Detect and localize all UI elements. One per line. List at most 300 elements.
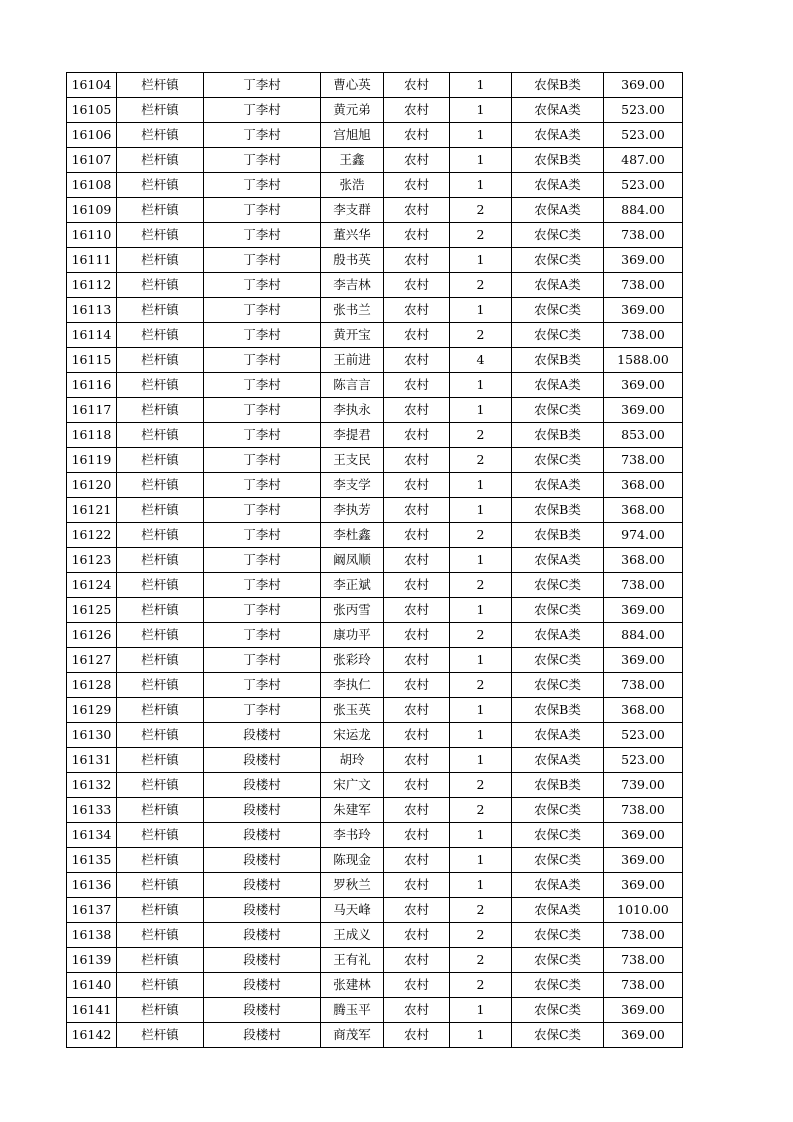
cell-category: 农保C类: [512, 673, 604, 698]
cell-town: 栏杆镇: [117, 123, 204, 148]
cell-name: 马天峰: [321, 898, 384, 923]
cell-id: 16134: [67, 823, 117, 848]
cell-household-type: 农村: [384, 473, 450, 498]
cell-village: 丁李村: [204, 223, 321, 248]
cell-name: 李杜鑫: [321, 523, 384, 548]
cell-amount: 369.00: [604, 248, 683, 273]
cell-village: 段楼村: [204, 798, 321, 823]
table-row: [67, 573, 683, 598]
cell-id: 16128: [67, 673, 117, 698]
cell-village: 丁李村: [204, 373, 321, 398]
cell-amount: 738.00: [604, 273, 683, 298]
cell-id: 16126: [67, 623, 117, 648]
cell-town: 栏杆镇: [117, 848, 204, 873]
cell-amount: 523.00: [604, 98, 683, 123]
cell-town: 栏杆镇: [117, 623, 204, 648]
cell-category: 农保A类: [512, 198, 604, 223]
cell-village: 段楼村: [204, 873, 321, 898]
cell-amount: 523.00: [604, 723, 683, 748]
cell-person-count: 1: [450, 1023, 512, 1048]
cell-town: 栏杆镇: [117, 398, 204, 423]
cell-household-type: 农村: [384, 948, 450, 973]
cell-category: 农保A类: [512, 548, 604, 573]
cell-category: 农保A类: [512, 623, 604, 648]
cell-name: 宫旭旭: [321, 123, 384, 148]
cell-household-type: 农村: [384, 548, 450, 573]
cell-id: 16129: [67, 698, 117, 723]
cell-town: 栏杆镇: [117, 248, 204, 273]
cell-amount: 738.00: [604, 673, 683, 698]
cell-household-type: 农村: [384, 248, 450, 273]
cell-village: 丁李村: [204, 448, 321, 473]
cell-town: 栏杆镇: [117, 573, 204, 598]
cell-id: 16125: [67, 598, 117, 623]
cell-category: 农保A类: [512, 373, 604, 398]
cell-village: 丁李村: [204, 323, 321, 348]
roster-table: [66, 72, 683, 1048]
cell-household-type: 农村: [384, 98, 450, 123]
cell-household-type: 农村: [384, 373, 450, 398]
cell-name: 陈言言: [321, 373, 384, 398]
cell-person-count: 2: [450, 773, 512, 798]
cell-name: 张建林: [321, 973, 384, 998]
cell-household-type: 农村: [384, 148, 450, 173]
cell-household-type: 农村: [384, 848, 450, 873]
cell-village: 丁李村: [204, 548, 321, 573]
table-row: [67, 623, 683, 648]
cell-town: 栏杆镇: [117, 173, 204, 198]
cell-person-count: 2: [450, 673, 512, 698]
cell-town: 栏杆镇: [117, 448, 204, 473]
cell-person-count: 4: [450, 348, 512, 373]
cell-id: 16123: [67, 548, 117, 573]
cell-household-type: 农村: [384, 1023, 450, 1048]
cell-person-count: 2: [450, 623, 512, 648]
cell-amount: 738.00: [604, 223, 683, 248]
cell-category: 农保B类: [512, 148, 604, 173]
cell-household-type: 农村: [384, 173, 450, 198]
cell-category: 农保C类: [512, 998, 604, 1023]
cell-household-type: 农村: [384, 398, 450, 423]
cell-amount: 738.00: [604, 573, 683, 598]
cell-household-type: 农村: [384, 498, 450, 523]
table-row: [67, 448, 683, 473]
cell-amount: 738.00: [604, 923, 683, 948]
cell-category: 农保A类: [512, 748, 604, 773]
table-row: [67, 748, 683, 773]
cell-village: 段楼村: [204, 998, 321, 1023]
cell-household-type: 农村: [384, 223, 450, 248]
cell-amount: 368.00: [604, 548, 683, 573]
cell-id: 16140: [67, 973, 117, 998]
cell-id: 16104: [67, 73, 117, 98]
cell-household-type: 农村: [384, 673, 450, 698]
cell-town: 栏杆镇: [117, 423, 204, 448]
cell-person-count: 1: [450, 873, 512, 898]
cell-town: 栏杆镇: [117, 798, 204, 823]
cell-village: 丁李村: [204, 498, 321, 523]
cell-id: 16137: [67, 898, 117, 923]
cell-category: 农保C类: [512, 398, 604, 423]
cell-village: 丁李村: [204, 348, 321, 373]
cell-town: 栏杆镇: [117, 923, 204, 948]
cell-id: 16110: [67, 223, 117, 248]
table-row: [67, 948, 683, 973]
cell-category: 农保A类: [512, 123, 604, 148]
table-row: [67, 823, 683, 848]
cell-name: 王成义: [321, 923, 384, 948]
cell-name: 王支民: [321, 448, 384, 473]
cell-town: 栏杆镇: [117, 698, 204, 723]
cell-name: 朱建军: [321, 798, 384, 823]
cell-person-count: 2: [450, 923, 512, 948]
cell-id: 16130: [67, 723, 117, 748]
cell-town: 栏杆镇: [117, 723, 204, 748]
cell-town: 栏杆镇: [117, 548, 204, 573]
table-row: [67, 848, 683, 873]
cell-amount: 368.00: [604, 698, 683, 723]
cell-category: 农保B类: [512, 773, 604, 798]
cell-amount: 974.00: [604, 523, 683, 548]
cell-person-count: 1: [450, 298, 512, 323]
cell-village: 丁李村: [204, 523, 321, 548]
table-row: [67, 223, 683, 248]
cell-person-count: 1: [450, 73, 512, 98]
cell-amount: 369.00: [604, 1023, 683, 1048]
cell-village: 段楼村: [204, 723, 321, 748]
table-row: [67, 673, 683, 698]
cell-category: 农保C类: [512, 948, 604, 973]
cell-category: 农保A类: [512, 98, 604, 123]
cell-person-count: 1: [450, 473, 512, 498]
cell-town: 栏杆镇: [117, 473, 204, 498]
cell-amount: 369.00: [604, 648, 683, 673]
cell-category: 农保C类: [512, 923, 604, 948]
table-row: [67, 1023, 683, 1048]
cell-person-count: 2: [450, 798, 512, 823]
cell-person-count: 1: [450, 548, 512, 573]
table-row: [67, 273, 683, 298]
cell-name: 宋运龙: [321, 723, 384, 748]
cell-person-count: 1: [450, 123, 512, 148]
cell-amount: 369.00: [604, 998, 683, 1023]
table-row: [67, 348, 683, 373]
cell-village: 段楼村: [204, 898, 321, 923]
cell-household-type: 农村: [384, 273, 450, 298]
table-row: [67, 998, 683, 1023]
table-row: [67, 398, 683, 423]
cell-amount: 368.00: [604, 473, 683, 498]
cell-id: 16133: [67, 798, 117, 823]
cell-id: 16114: [67, 323, 117, 348]
table-row: [67, 423, 683, 448]
cell-category: 农保A类: [512, 473, 604, 498]
cell-town: 栏杆镇: [117, 273, 204, 298]
table-row: [67, 473, 683, 498]
cell-amount: 853.00: [604, 423, 683, 448]
cell-id: 16119: [67, 448, 117, 473]
cell-village: 丁李村: [204, 98, 321, 123]
cell-person-count: 1: [450, 248, 512, 273]
cell-id: 16135: [67, 848, 117, 873]
cell-person-count: 2: [450, 198, 512, 223]
cell-household-type: 农村: [384, 523, 450, 548]
cell-name: 曹心英: [321, 73, 384, 98]
table-row: [67, 373, 683, 398]
cell-village: 丁李村: [204, 198, 321, 223]
cell-village: 段楼村: [204, 823, 321, 848]
cell-id: 16131: [67, 748, 117, 773]
cell-id: 16111: [67, 248, 117, 273]
cell-amount: 523.00: [604, 123, 683, 148]
cell-name: 李吉林: [321, 273, 384, 298]
cell-village: 丁李村: [204, 123, 321, 148]
cell-name: 李执永: [321, 398, 384, 423]
cell-household-type: 农村: [384, 923, 450, 948]
table-row: [67, 898, 683, 923]
cell-person-count: 1: [450, 748, 512, 773]
cell-household-type: 农村: [384, 773, 450, 798]
cell-town: 栏杆镇: [117, 948, 204, 973]
cell-category: 农保C类: [512, 298, 604, 323]
cell-name: 商茂军: [321, 1023, 384, 1048]
table-row: [67, 148, 683, 173]
cell-amount: 884.00: [604, 623, 683, 648]
cell-amount: 369.00: [604, 848, 683, 873]
cell-name: 阚凤顺: [321, 548, 384, 573]
cell-name: 王鑫: [321, 148, 384, 173]
cell-town: 栏杆镇: [117, 648, 204, 673]
table-row: [67, 198, 683, 223]
cell-village: 丁李村: [204, 73, 321, 98]
cell-person-count: 1: [450, 398, 512, 423]
cell-category: 农保C类: [512, 573, 604, 598]
cell-amount: 487.00: [604, 148, 683, 173]
roster-body: [67, 73, 683, 1048]
cell-amount: 369.00: [604, 73, 683, 98]
table-row: [67, 873, 683, 898]
cell-village: 丁李村: [204, 623, 321, 648]
cell-village: 段楼村: [204, 748, 321, 773]
cell-town: 栏杆镇: [117, 223, 204, 248]
cell-id: 16120: [67, 473, 117, 498]
cell-person-count: 1: [450, 498, 512, 523]
cell-household-type: 农村: [384, 648, 450, 673]
cell-person-count: 1: [450, 148, 512, 173]
cell-id: 16115: [67, 348, 117, 373]
cell-household-type: 农村: [384, 998, 450, 1023]
table-row: [67, 73, 683, 98]
cell-village: 丁李村: [204, 298, 321, 323]
cell-id: 16118: [67, 423, 117, 448]
cell-person-count: 1: [450, 698, 512, 723]
cell-household-type: 农村: [384, 823, 450, 848]
cell-village: 段楼村: [204, 923, 321, 948]
cell-category: 农保B类: [512, 348, 604, 373]
cell-id: 16127: [67, 648, 117, 673]
cell-town: 栏杆镇: [117, 898, 204, 923]
cell-household-type: 农村: [384, 723, 450, 748]
cell-category: 农保A类: [512, 173, 604, 198]
cell-name: 李执仁: [321, 673, 384, 698]
cell-household-type: 农村: [384, 798, 450, 823]
cell-id: 16105: [67, 98, 117, 123]
cell-person-count: 2: [450, 323, 512, 348]
cell-id: 16106: [67, 123, 117, 148]
cell-village: 段楼村: [204, 848, 321, 873]
cell-id: 16141: [67, 998, 117, 1023]
cell-village: 丁李村: [204, 148, 321, 173]
cell-person-count: 2: [450, 273, 512, 298]
cell-id: 16136: [67, 873, 117, 898]
cell-category: 农保C类: [512, 648, 604, 673]
cell-amount: 884.00: [604, 198, 683, 223]
cell-amount: 369.00: [604, 598, 683, 623]
cell-id: 16132: [67, 773, 117, 798]
cell-village: 丁李村: [204, 423, 321, 448]
cell-category: 农保C类: [512, 248, 604, 273]
cell-village: 丁李村: [204, 398, 321, 423]
cell-town: 栏杆镇: [117, 373, 204, 398]
cell-id: 16107: [67, 148, 117, 173]
cell-village: 丁李村: [204, 473, 321, 498]
cell-village: 丁李村: [204, 598, 321, 623]
cell-town: 栏杆镇: [117, 598, 204, 623]
cell-name: 腾玉平: [321, 998, 384, 1023]
cell-name: 胡玲: [321, 748, 384, 773]
cell-id: 16116: [67, 373, 117, 398]
cell-person-count: 2: [450, 973, 512, 998]
cell-id: 16112: [67, 273, 117, 298]
cell-category: 农保C类: [512, 448, 604, 473]
table-row: [67, 173, 683, 198]
cell-id: 16122: [67, 523, 117, 548]
cell-person-count: 1: [450, 823, 512, 848]
cell-name: 李执芳: [321, 498, 384, 523]
cell-amount: 523.00: [604, 748, 683, 773]
cell-household-type: 农村: [384, 448, 450, 473]
cell-household-type: 农村: [384, 423, 450, 448]
cell-person-count: 1: [450, 598, 512, 623]
table-row: [67, 248, 683, 273]
cell-person-count: 1: [450, 373, 512, 398]
cell-amount: 739.00: [604, 773, 683, 798]
cell-person-count: 2: [450, 423, 512, 448]
cell-household-type: 农村: [384, 298, 450, 323]
cell-person-count: 1: [450, 173, 512, 198]
cell-category: 农保B类: [512, 523, 604, 548]
cell-household-type: 农村: [384, 198, 450, 223]
cell-household-type: 农村: [384, 898, 450, 923]
cell-id: 16124: [67, 573, 117, 598]
cell-id: 16117: [67, 398, 117, 423]
cell-category: 农保C类: [512, 798, 604, 823]
cell-village: 段楼村: [204, 773, 321, 798]
cell-name: 李支学: [321, 473, 384, 498]
cell-town: 栏杆镇: [117, 523, 204, 548]
cell-amount: 738.00: [604, 973, 683, 998]
cell-village: 丁李村: [204, 698, 321, 723]
cell-id: 16121: [67, 498, 117, 523]
cell-id: 16142: [67, 1023, 117, 1048]
cell-town: 栏杆镇: [117, 998, 204, 1023]
cell-person-count: 2: [450, 448, 512, 473]
cell-person-count: 2: [450, 523, 512, 548]
cell-amount: 369.00: [604, 823, 683, 848]
cell-category: 农保C类: [512, 1023, 604, 1048]
cell-amount: 738.00: [604, 448, 683, 473]
cell-person-count: 2: [450, 898, 512, 923]
cell-amount: 369.00: [604, 373, 683, 398]
cell-category: 农保B类: [512, 498, 604, 523]
cell-category: 农保C类: [512, 823, 604, 848]
cell-village: 丁李村: [204, 573, 321, 598]
cell-village: 丁李村: [204, 248, 321, 273]
cell-id: 16139: [67, 948, 117, 973]
cell-household-type: 农村: [384, 598, 450, 623]
cell-category: 农保B类: [512, 423, 604, 448]
cell-household-type: 农村: [384, 748, 450, 773]
cell-village: 段楼村: [204, 1023, 321, 1048]
cell-name: 张彩玲: [321, 648, 384, 673]
table-row: [67, 723, 683, 748]
cell-town: 栏杆镇: [117, 73, 204, 98]
cell-village: 丁李村: [204, 648, 321, 673]
cell-village: 段楼村: [204, 973, 321, 998]
cell-town: 栏杆镇: [117, 323, 204, 348]
cell-name: 张丙雪: [321, 598, 384, 623]
cell-category: 农保C类: [512, 848, 604, 873]
cell-category: 农保C类: [512, 223, 604, 248]
cell-household-type: 农村: [384, 873, 450, 898]
cell-name: 李书玲: [321, 823, 384, 848]
cell-household-type: 农村: [384, 73, 450, 98]
cell-name: 陈现金: [321, 848, 384, 873]
cell-name: 黄开宝: [321, 323, 384, 348]
cell-category: 农保A类: [512, 898, 604, 923]
table-row: [67, 798, 683, 823]
cell-amount: 369.00: [604, 398, 683, 423]
cell-town: 栏杆镇: [117, 348, 204, 373]
cell-name: 张书兰: [321, 298, 384, 323]
cell-town: 栏杆镇: [117, 873, 204, 898]
table-row: [67, 923, 683, 948]
cell-household-type: 农村: [384, 573, 450, 598]
cell-town: 栏杆镇: [117, 773, 204, 798]
cell-person-count: 1: [450, 648, 512, 673]
table-row: [67, 973, 683, 998]
cell-name: 张浩: [321, 173, 384, 198]
cell-category: 农保A类: [512, 273, 604, 298]
table-row: [67, 698, 683, 723]
cell-person-count: 2: [450, 223, 512, 248]
cell-amount: 523.00: [604, 173, 683, 198]
cell-household-type: 农村: [384, 623, 450, 648]
cell-person-count: 2: [450, 573, 512, 598]
cell-village: 段楼村: [204, 948, 321, 973]
cell-person-count: 1: [450, 98, 512, 123]
cell-name: 李正斌: [321, 573, 384, 598]
cell-town: 栏杆镇: [117, 148, 204, 173]
cell-town: 栏杆镇: [117, 748, 204, 773]
cell-name: 宋广文: [321, 773, 384, 798]
cell-id: 16113: [67, 298, 117, 323]
cell-town: 栏杆镇: [117, 673, 204, 698]
table-row: [67, 773, 683, 798]
cell-amount: 369.00: [604, 298, 683, 323]
cell-name: 罗秋兰: [321, 873, 384, 898]
cell-category: 农保A类: [512, 873, 604, 898]
